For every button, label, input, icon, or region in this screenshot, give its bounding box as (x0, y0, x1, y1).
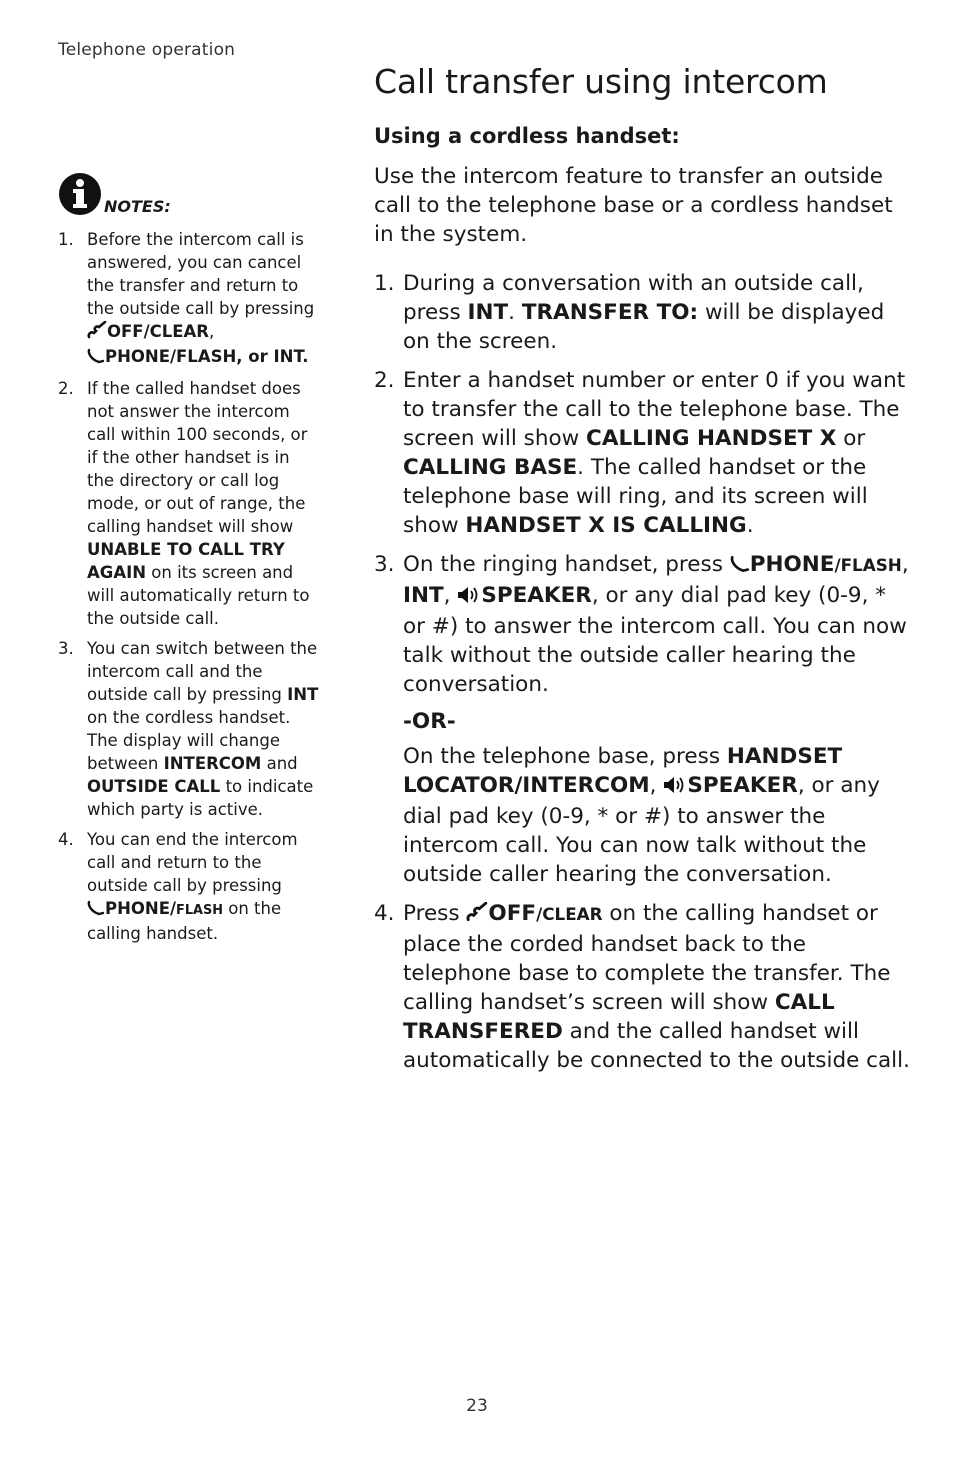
step-number: 1. (374, 271, 395, 296)
phone-icon (87, 899, 105, 922)
notes-list (58, 228, 320, 945)
note-number: 1. (58, 230, 74, 249)
step-item: 1. During a conversation with an outside call, press INT. TRANSFER TO: will be displayed on the screen. (374, 271, 885, 354)
off-clear-icon (466, 901, 488, 930)
phone-icon (87, 347, 105, 370)
speaker-icon (663, 773, 687, 802)
page-number: 23 (466, 1396, 488, 1416)
off-clear-icon (87, 321, 107, 345)
note-number: 3. (58, 639, 74, 658)
phone-icon (730, 552, 750, 581)
speaker-icon (457, 583, 481, 612)
or-separator: -OR- (403, 709, 456, 734)
step-number: 3. (374, 552, 395, 577)
intro-paragraph: Use the intercom feature to transfer an outside call to the telephone base or a cordless handset in the system. (374, 164, 893, 247)
note-item: 4. You can end the intercom call and return to the outside call by pressing PHONE/FLASH on the calling handset. (58, 830, 298, 943)
step-item: 2. Enter a handset number or enter 0 if you want to transfer the call to the telephone base. The screen will show CALLING HANDSET X or CALLING BASE. The called handset or the telephone base will ring, and its screen will show HANDSET X IS CALLING. (374, 368, 906, 538)
step-number: 2. (374, 368, 395, 393)
note-number: 2. (58, 379, 74, 398)
note-number: 4. (58, 830, 74, 849)
step-item: 3. On the ringing handset, press PHONE/FLASH, INT, SPEAKER, or any dial pad key (0-9, * or #) to answer the intercom call. You can now talk without the outside caller hearing the conversation. -OR- On the telephone base, press HANDSET LOCATOR/INTERCOM, SPEAKER, or any dial pad key (0-9, * or #) to answer the intercom call. You can now talk without the outside caller hearing the conversation. (374, 550, 914, 889)
section-label: Telephone operation (58, 40, 236, 60)
subheading: Using a cordless handset: (374, 124, 680, 148)
steps-list (374, 269, 914, 1075)
note-item: 3. You can switch between the intercom call and the outside call by pressing INT on the cordless handset. The display will change between INTERCOM and OUTSIDE CALL to indicate which party is active. (58, 639, 319, 819)
info-icon (58, 172, 102, 216)
page-title: Call transfer using intercom (374, 62, 828, 101)
notes-sidebar (58, 160, 320, 952)
note-item: 1. Before the intercom call is answered, you can cancel the transfer and return to the outside call by pressing OFF/CLEAR, PHONE/FLASH, or INT. (58, 228, 320, 370)
main-content (374, 121, 914, 1085)
note-item: 2. If the called handset does not answer the intercom call within 100 seconds, or if the other handset is in the directory or call log mode, or out of range, the calling handset will show UNABLE TO CALL TRY AGAIN on its screen and will automatically return to the outside call. (58, 379, 310, 628)
step-number: 4. (374, 901, 395, 926)
notes-header (58, 160, 320, 216)
notes-title: NOTES: (104, 197, 171, 216)
step-item: 4. Press OFF/CLEAR on the calling handset or place the corded handset back to the telephone base to complete the transfer. The calling handset’s screen will show CALL TRANSFERED and the called handset will automatically be connected to the outside call. (374, 901, 910, 1073)
